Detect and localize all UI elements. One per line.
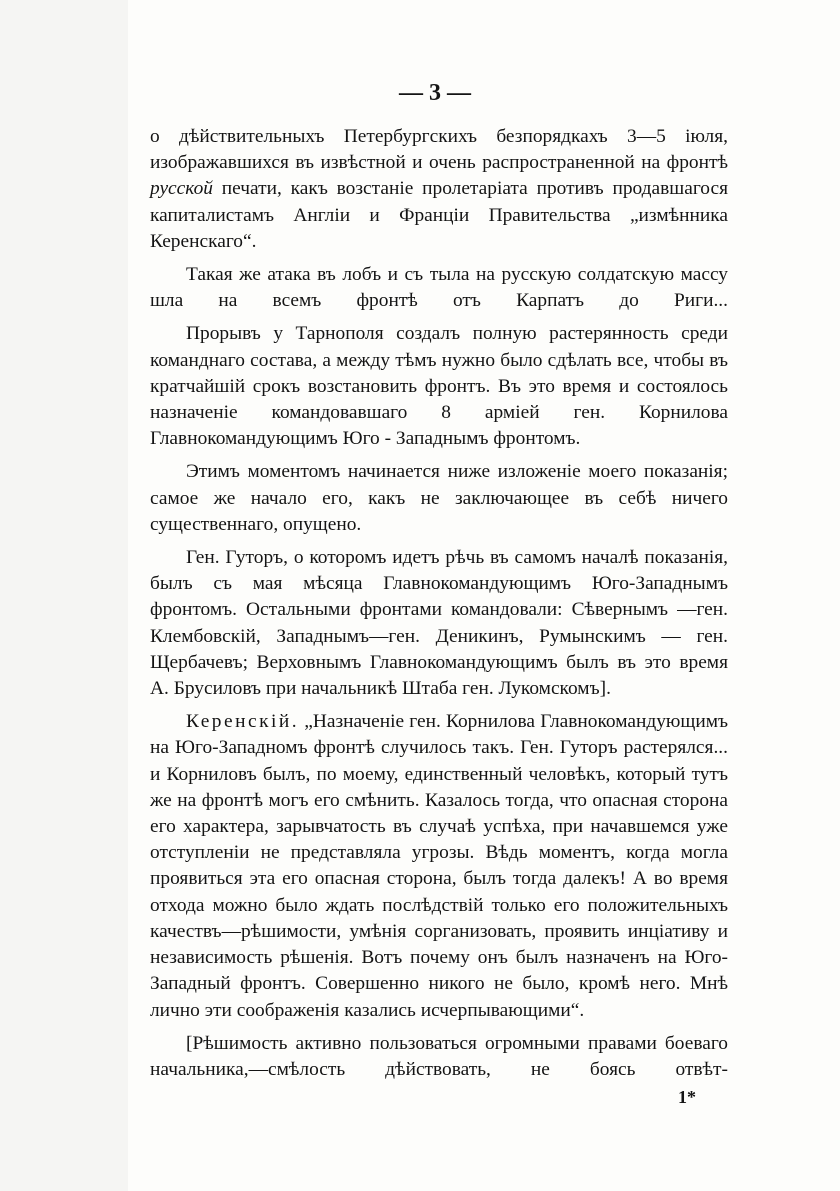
paragraph-6-body: „Назначеніе ген. Корнилова Главнокомандующимъ на Юго-Западномъ фронтѣ случилось такъ. Ген. Гуторъ растерялся... и Корниловъ былъ, по моему, единственный человѣкъ, который тутъ же на фронтѣ могъ его смѣнить. Казалось тогда, что опасная сторона его характера, зарывчатость въ случаѣ успѣха, при начавшемся уже отступленіи не представляла угрозы. Вѣдь моментъ, когда могла проявиться эта его опасная сторона, былъ тогда далекъ! А во время отхода можно было ждать послѣдствій только его положительныхъ качествъ—рѣшимости, умѣнія сорганизовать, проявить инціативу и независимость рѣшенія. Вотъ почему онъ былъ назначенъ на Юго-Западный фронтъ. Совершенно никого не было, кромѣ него. Мнѣ лично эти соображенія казались исчерпывающими“. [150, 711, 728, 1021]
paragraph-1-end: печати, какъ возстаніе пролетаріата противъ продавшагося капиталистамъ Англіи и Франціи Правительства „измѣнника Керенскаго“. [150, 178, 728, 252]
paragraph-1-start: о дѣйствительныхъ Петербургскихъ безпорядкахъ 3—5 іюля, изображавшихся въ извѣстной и очень распространенной на фронтѣ [150, 126, 728, 174]
paragraph-7: [Рѣшимость активно пользоваться огромными правами боеваго начальника,—смѣлость дѣйствовать, не боясь отвѣт- [150, 1032, 728, 1080]
page-number: — 3 — [399, 80, 471, 106]
printer-signature: 1* [678, 1087, 696, 1107]
paragraph-5: Ген. Гуторъ, о которомъ идетъ рѣчь въ самомъ началѣ показанія, былъ съ мая мѣсяца Главнокомандующимъ Юго-Западнымъ фронтомъ. Остальными фронтами командовали: Сѣвернымъ —ген. Клембовскій, Западнымъ—ген. Деникинъ, Румынскимъ — ген. Щербачевъ; Верховнымъ Главнокомандующимъ былъ въ это время А. Брусиловъ при начальникѣ Штаба ген. Лукомскомъ]. [150, 547, 728, 700]
paragraph-1-italic: русской [150, 178, 213, 200]
paragraph-4: Этимъ моментомъ начинается ниже изложеніе моего показанія; самое же начало его, какъ не заключающее въ себѣ ничего существеннаго, опущено. [150, 461, 728, 535]
paragraph-6 [150, 709, 728, 1023]
paragraph-1 [150, 124, 728, 255]
scan-margin-shade [0, 0, 128, 1191]
body-text [150, 124, 728, 1083]
speaker-name: Керенскій. [186, 711, 300, 733]
paragraph-3: Прорывъ у Тарнополя создалъ полную растерянность среди команднаго состава, а между тѣмъ нужно было сдѣлать все, чтобы въ кратчайшій срокъ возстановить фронтъ. Въ это время и состоялось назначеніе командовавшаго 8 арміей ген. Корнилова Главнокомандующимъ Юго - Западнымъ фронтомъ. [150, 323, 728, 450]
paragraph-2: Такая же атака въ лобъ и съ тыла на русскую солдатскую массу шла на всемъ фронтѣ отъ Карпатъ до Риги... [150, 264, 728, 312]
